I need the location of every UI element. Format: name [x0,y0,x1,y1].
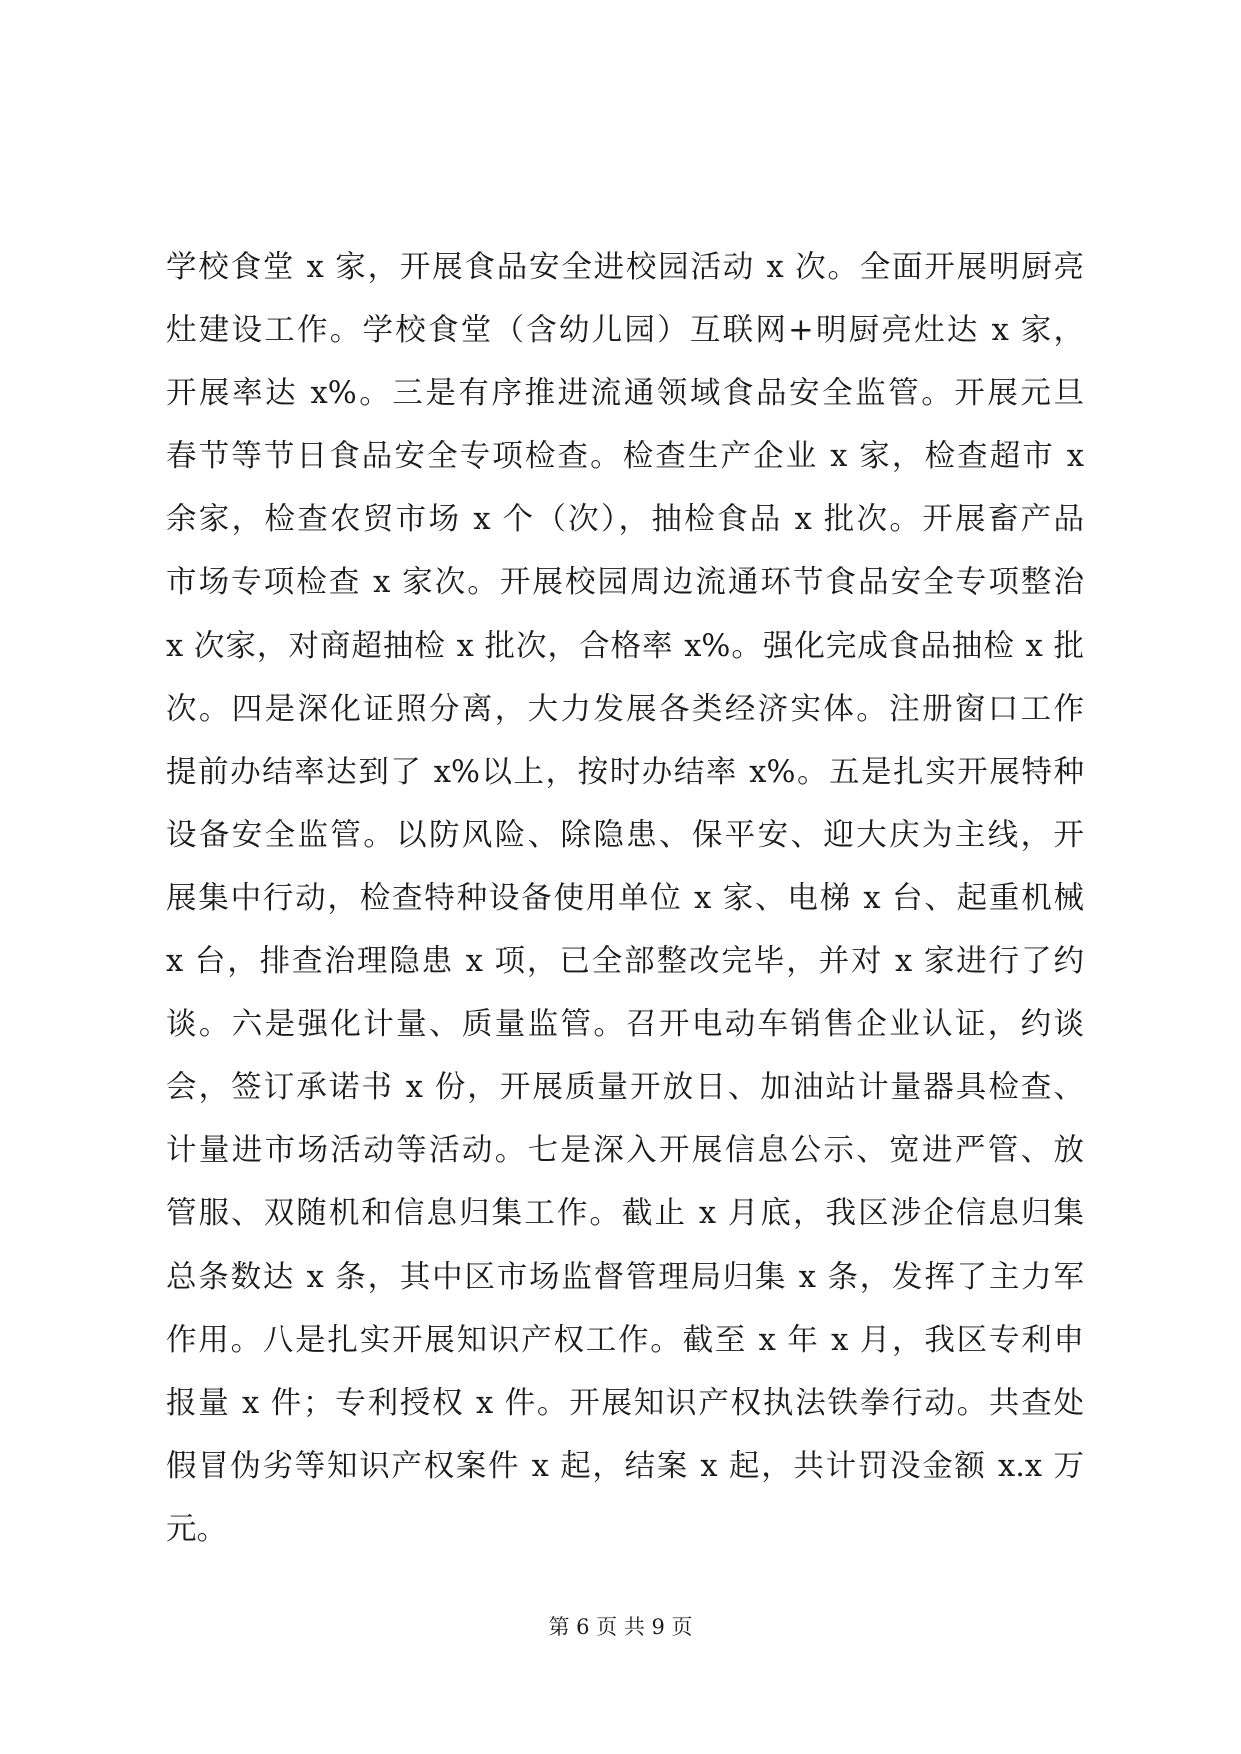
text-line: 报量 x 件；专利授权 x 件。开展知识产权执法铁拳行动。共查处 [166,1385,1084,1421]
text-line: 计量进市场活动等活动。七是深入开展信息公示、宽进严管、放 [166,1133,1084,1169]
body-paragraph [166,236,1084,1561]
text-line: 市场专项检查 x 家次。开展校园周边流通环节食品安全专项整治 [166,565,1084,601]
text-line: 设备安全监管。以防风险、除隐患、保平安、迎大庆为主线，开 [166,817,1084,853]
text-line: 元。 [166,1511,227,1547]
text-line: x 次家，对商超抽检 x 批次，合格率 x%。强化完成食品抽检 x 批 [166,628,1084,664]
text-line: 总条数达 x 条，其中区市场监督管理局归集 x 条，发挥了主力军 [166,1259,1084,1295]
text-line: 余家，检查农贸市场 x 个（次），抽检食品 x 批次。开展畜产品 [166,502,1084,538]
text-line: 灶建设工作。学校食堂（含幼儿园）互联网+明厨亮灶达 x 家， [166,313,1084,349]
text-line: 作用。八是扎实开展知识产权工作。截至 x 年 x 月，我区专利申 [166,1322,1084,1358]
text-line: 假冒伪劣等知识产权案件 x 起，结案 x 起，共计罚没金额 x.x 万 [166,1448,1084,1484]
text-line: 次。四是深化证照分离，大力发展各类经济实体。注册窗口工作 [166,691,1084,727]
text-line: x 台，排查治理隐患 x 项，已全部整改完毕，并对 x 家进行了约 [166,944,1084,980]
text-line: 开展率达 x%。三是有序推进流通领域食品安全监管。开展元旦 [166,376,1084,412]
text-line: 管服、双随机和信息归集工作。截止 x 月底，我区涉企信息归集 [166,1196,1084,1232]
page-number-footer: 第 6 页 共 9 页 [548,1615,693,1639]
text-line: 春节等节日食品安全专项检查。检查生产企业 x 家，检查超市 x [166,439,1084,475]
text-line: 会，签订承诺书 x 份，开展质量开放日、加油站计量器具检查、 [166,1070,1084,1106]
text-line: 展集中行动，检查特种设备使用单位 x 家、电梯 x 台、起重机械 [166,880,1084,916]
text-line: 学校食堂 x 家，开展食品安全进校园活动 x 次。全面开展明厨亮 [166,250,1084,285]
text-line: 谈。六是强化计量、质量监管。召开电动车销售企业认证，约谈 [166,1007,1084,1043]
text-line: 提前办结率达到了 x%以上，按时办结率 x%。五是扎实开展特种 [166,754,1084,790]
